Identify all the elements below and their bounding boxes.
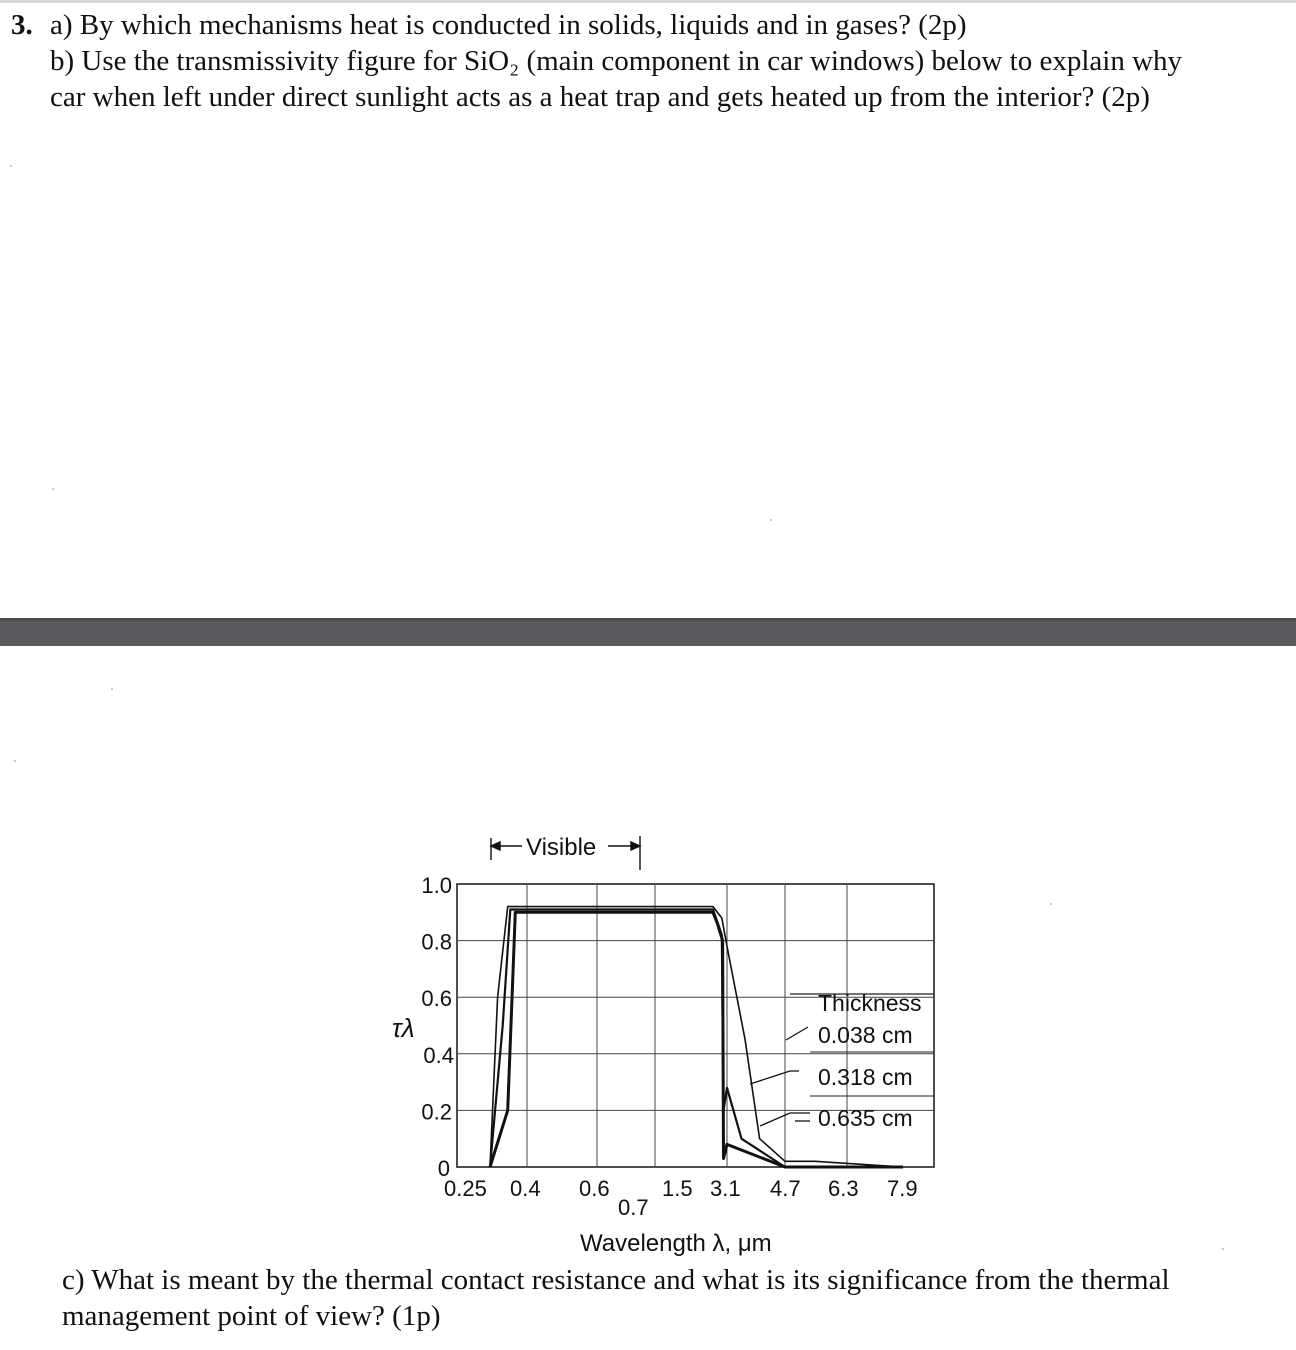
x-axis-label: Wavelength λ, μm (580, 1230, 772, 1257)
x-tick-label: 4.7 (770, 1176, 801, 1201)
y-tick-label: 0.4 (423, 1042, 454, 1068)
question-part-b-line1: b) Use the transmissivity figure for SiO₂ (main component in car windows) below to explain why (50, 45, 1183, 77)
legend-entry-0038: 0.038 cm (818, 1022, 913, 1048)
y-tick-label: 0.8 (421, 929, 452, 955)
legend-entry-0318: 0.318 cm (818, 1064, 913, 1090)
leader-0038 (786, 1027, 808, 1040)
x-tick-label: 0.4 (510, 1176, 541, 1201)
legend-entry-0635: 0.635 cm (818, 1105, 913, 1131)
x-tick-label: 1.5 (662, 1176, 693, 1201)
x-tick-label: 7.9 (887, 1176, 918, 1201)
y-tick-label: 1.0 (421, 873, 452, 898)
question-part-b-line2: car when left under direct sunlight acts as a heat trap and gets heated up from the interior? (2p) (50, 81, 1150, 113)
leader-0318 (750, 1071, 799, 1084)
y-ticks (421, 873, 454, 1181)
y-axis-label: τλ (392, 1013, 415, 1043)
question-part-a: a) By which mechanisms heat is conducted in solids, liquids and in gases? (2p) (50, 9, 967, 41)
x-tick-label: 0.6 (579, 1176, 610, 1201)
y-tick-label: 0 (437, 1156, 450, 1181)
y-tick-label: 0.6 (421, 986, 452, 1012)
x-tick-label: 0.25 (444, 1176, 487, 1201)
x-tick-label: 0.7 (618, 1195, 649, 1220)
x-tick-label: 6.3 (828, 1176, 859, 1201)
legend (750, 990, 934, 1131)
legend-title: Thickness (818, 990, 922, 1016)
question-part-c-line1: c) What is meant by the thermal contact resistance and what is its significance from the thermal (62, 1264, 1170, 1296)
visible-band-label: Visible (526, 834, 597, 861)
x-ticks (444, 1176, 918, 1220)
question-number: 3. (11, 9, 33, 41)
x-tick-label: 3.1 (710, 1176, 741, 1201)
y-tick-label: 0.2 (421, 1099, 452, 1125)
question-part-c-line2: management point of view? (1p) (62, 1300, 441, 1332)
